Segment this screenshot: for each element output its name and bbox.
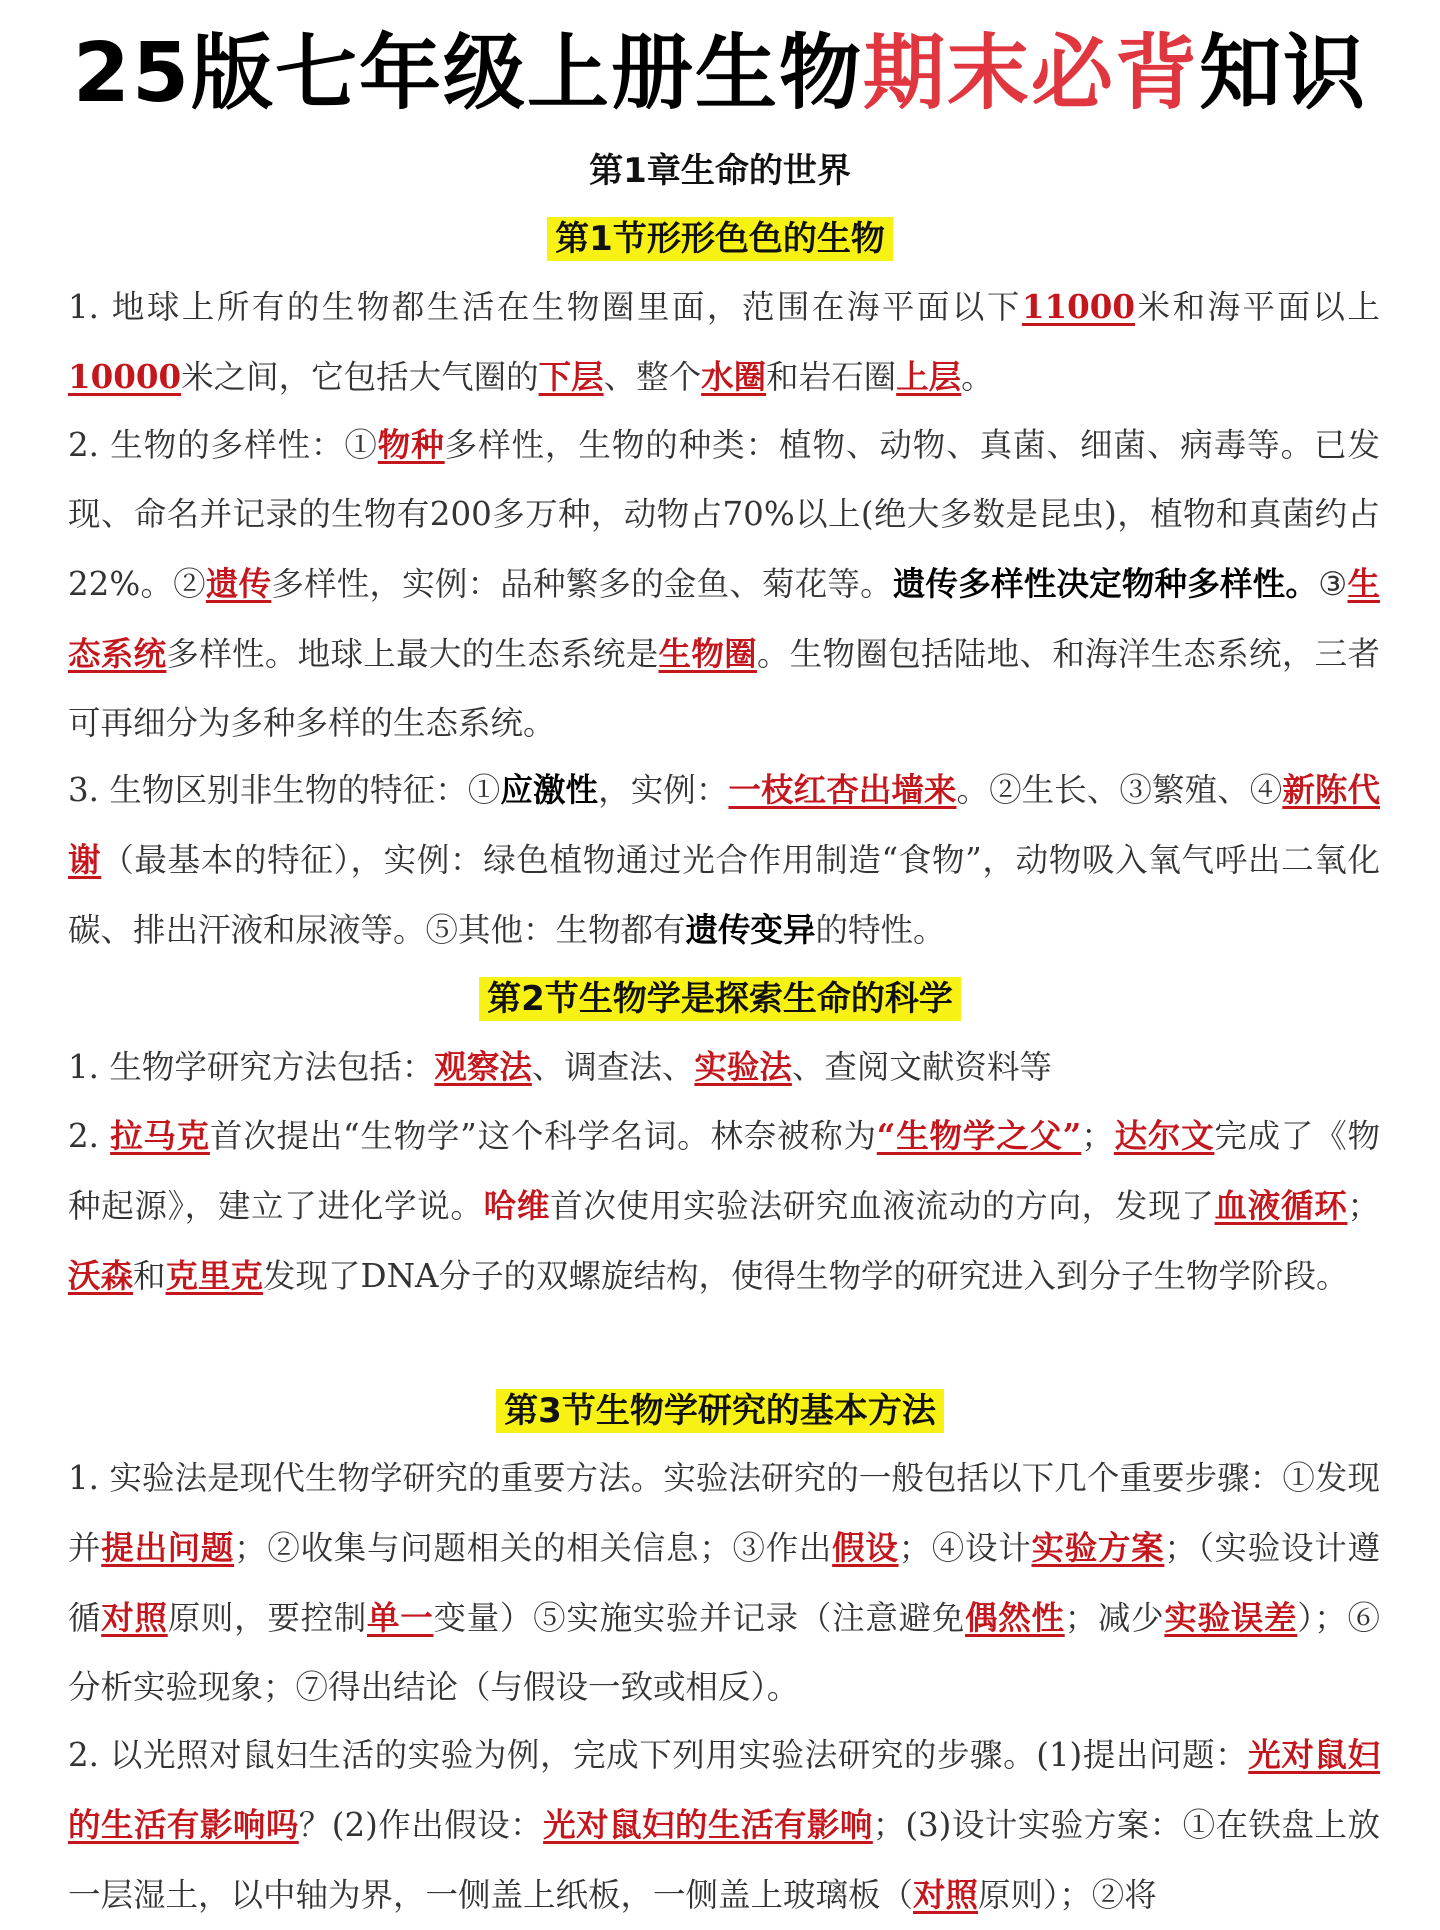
paragraph-6: 1. 实验法是现代生物学研究的重要方法。实验法研究的一般包括以下几个重要步骤：①发现并提出问题；②收集与问题相关的相关信息；③作出假设；④设计实验方案；（实验设计遵循对照原则，要控制单一变量）⑤实施实验并记录（注意避免偶然性；减少实验误差）；⑥分析实验现象；⑦得出结论（与假设一致或相反）。 xyxy=(68,1459,1380,1706)
section-heading-1: 第1节形形色色的生物 xyxy=(0,214,1440,264)
title-part1: 25版七年级上册生物 xyxy=(72,26,864,121)
section-heading-2: 第2节生物学是探索生命的科学 xyxy=(0,974,1440,1024)
section-heading-3: 第3节生物学研究的基本方法 xyxy=(0,1386,1440,1436)
chapter-heading: 第1章生命的世界 xyxy=(589,151,851,191)
page-title xyxy=(0,18,1440,130)
paragraph-7: 2. 以光照对鼠妇生活的实验为例，完成下列用实验法研究的步骤。(1)提出问题：光对鼠妇的生活有影响吗？(2)作出假设：光对鼠妇的生活有影响；(3)设计实验方案：①在铁盘上放一层湿土，以中轴为界，一侧盖上纸板，一侧盖上玻璃板（对照原则）；②将 xyxy=(68,1735,1380,1914)
paragraph-5: 2. 拉马克首次提出“生物学”这个科学名词。林奈被称为“生物学之父”；达尔文完成了《物种起源》，建立了进化学说。哈维首次使用实验法研究血液流动的方向，发现了血液循环；沃森和克里克发现了DNA分子的双螺旋结构，使得生物学的研究进入到分子生物学阶段。 xyxy=(68,1116,1380,1295)
paragraph-1: 1. 地球上所有的生物都生活在生物圈里面，范围在海平面以下11000米和海平面以上10000米之间，它包括大气圈的下层、整个水圈和岩石圈上层。 xyxy=(68,287,1380,396)
title-highlight: 期末必背 xyxy=(863,26,1200,121)
paragraph-3: 3. 生物区别非生物的特征：①应激性，实例：一枝红杏出墙来。②生长、③繁殖、④新陈代谢（最基本的特征），实例：绿色植物通过光合作用制造“食物”，动物吸入氧气呼出二氧化碳、排出汗液和尿液等。⑤其他：生物都有遗传变异的特性。 xyxy=(68,770,1380,949)
paragraph-2: 2. 生物的多样性：①物种多样性，生物的种类：植物、动物、真菌、细菌、病毒等。已发现、命名并记录的生物有200多万种，动物占70%以上(绝大多数是昆虫)，植物和真菌约占22%。②遗传多样性，实例：品种繁多的金鱼、菊花等。遗传多样性决定物种多样性。③生态系统多样性。地球上最大的生态系统是生物圈。生物圈包括陆地、和海洋生态系统，三者可再细分为多种多样的生态系统。 xyxy=(68,425,1380,742)
paragraph-4: 1. 生物学研究方法包括：观察法、调查法、实验法、查阅文献资料等 xyxy=(68,1047,1052,1086)
title-part2: 知识 xyxy=(1199,26,1368,121)
